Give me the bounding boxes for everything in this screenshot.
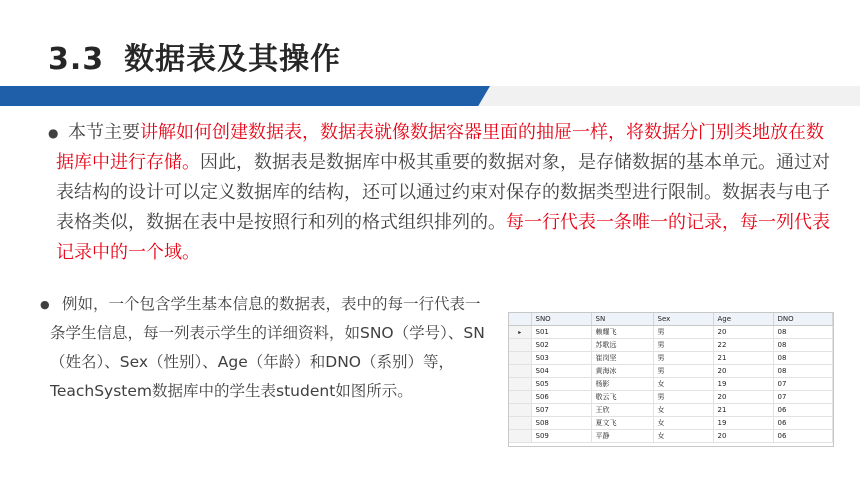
table-cell[interactable]: S02 [531,339,591,352]
table-cell[interactable]: S01 [531,326,591,339]
table-cell[interactable]: 08 [773,326,833,339]
table-row[interactable] [509,365,833,378]
table-cell[interactable]: 19 [713,378,773,391]
table-cell[interactable]: 22 [713,339,773,352]
table-row[interactable] [509,391,833,404]
column-header[interactable]: Age [713,313,773,326]
example-text: 例如，一个包含学生基本信息的数据表，表中的每一行代表一条学生信息，每一列表示学生的详细资料，如SNO（学号）、SN（姓名）、Sex（性别）、Age（年龄）和DNO（系别）等，TeachSystem数据库中的学生表student如图所示。 [50,295,485,400]
table-cell[interactable]: S07 [531,404,591,417]
table-cell[interactable]: S05 [531,378,591,391]
table-cell[interactable]: 崔岗坚 [591,352,653,365]
table-cell[interactable]: 21 [713,352,773,365]
row-indicator [509,430,531,443]
table-cell[interactable]: 06 [773,404,833,417]
table-row[interactable] [509,339,833,352]
table-row[interactable] [509,404,833,417]
intro-text-1: 本节主要 [68,122,140,143]
table-header-row [509,313,833,326]
table-cell[interactable]: 20 [713,430,773,443]
table-cell[interactable]: 平静 [591,430,653,443]
row-indicator [509,417,531,430]
table-cell[interactable]: 赖耀飞 [591,326,653,339]
table-cell[interactable]: 苏歌远 [591,339,653,352]
table-cell[interactable]: 08 [773,365,833,378]
table-cell[interactable]: 男 [653,339,713,352]
table-cell[interactable]: 07 [773,378,833,391]
example-paragraph [40,290,490,406]
table-cell[interactable]: S08 [531,417,591,430]
table-cell[interactable]: 杨影 [591,378,653,391]
table-cell[interactable]: 20 [713,365,773,378]
bullet-icon: ● [48,126,59,140]
table-cell[interactable]: 19 [713,417,773,430]
table-cell[interactable]: 女 [653,417,713,430]
table-row[interactable] [509,326,833,339]
column-header[interactable]: SN [591,313,653,326]
row-indicator [509,378,531,391]
table-row[interactable] [509,417,833,430]
table-cell[interactable]: 王欣 [591,404,653,417]
table-cell[interactable]: 08 [773,352,833,365]
column-header[interactable]: SNO [531,313,591,326]
table-cell[interactable]: 07 [773,391,833,404]
table-cell[interactable]: S03 [531,352,591,365]
table-cell[interactable]: 男 [653,352,713,365]
intro-paragraph [48,118,836,268]
table-cell[interactable]: 20 [713,326,773,339]
table-cell[interactable]: 夏文飞 [591,417,653,430]
table-cell[interactable]: S06 [531,391,591,404]
table-cell[interactable]: S09 [531,430,591,443]
table-cell[interactable]: 20 [713,391,773,404]
table-cell[interactable]: 08 [773,339,833,352]
row-indicator [509,404,531,417]
row-indicator [509,365,531,378]
intro-highlight-1: 讲解如何创建数据表，数据表就像数据容器里面的抽屉一样，将数据分门别类地放在数据库中进行存储。 [56,122,824,173]
table-row[interactable] [509,430,833,443]
row-indicator-header [509,313,531,326]
section-title: 数据表及其操作 [124,42,342,77]
row-indicator [509,391,531,404]
table-cell[interactable]: S04 [531,365,591,378]
table-cell[interactable]: 女 [653,430,713,443]
table-cell[interactable]: 男 [653,365,713,378]
column-header[interactable]: Sex [653,313,713,326]
table-cell[interactable]: 06 [773,430,833,443]
table-cell[interactable]: 黄海冰 [591,365,653,378]
table-cell[interactable]: 男 [653,391,713,404]
table-cell[interactable]: 男 [653,326,713,339]
table-cell[interactable]: 女 [653,404,713,417]
header-band-blue [0,86,490,106]
table-row[interactable] [509,378,833,391]
intro-highlight-2: 每一行代表一条唯一的记录，每一列代表记录中的一个域。 [56,212,830,263]
slide-title [48,34,341,78]
section-number: 3.3 [48,42,105,77]
row-indicator [509,339,531,352]
table-row[interactable] [509,352,833,365]
row-indicator [509,352,531,365]
table-cell[interactable]: 21 [713,404,773,417]
column-header[interactable]: DNO [773,313,833,326]
student-table [509,313,833,443]
intro-text-2: 因此，数据表是数据库中极其重要的数据对象，是存储数据的基本单元。通过对表结构的设计可以定义数据库的结构，还可以通过约束对保存的数据类型进行限制。数据表与电子表格类似，数据在表中是按照行和列的格式组织排列的。 [56,152,830,233]
current-row-marker-icon: ▸ [509,326,531,339]
bullet-icon: ● [40,298,50,311]
table-cell[interactable]: 女 [653,378,713,391]
student-table-grid [508,312,834,447]
table-cell[interactable]: 06 [773,417,833,430]
table-cell[interactable]: 敬云飞 [591,391,653,404]
